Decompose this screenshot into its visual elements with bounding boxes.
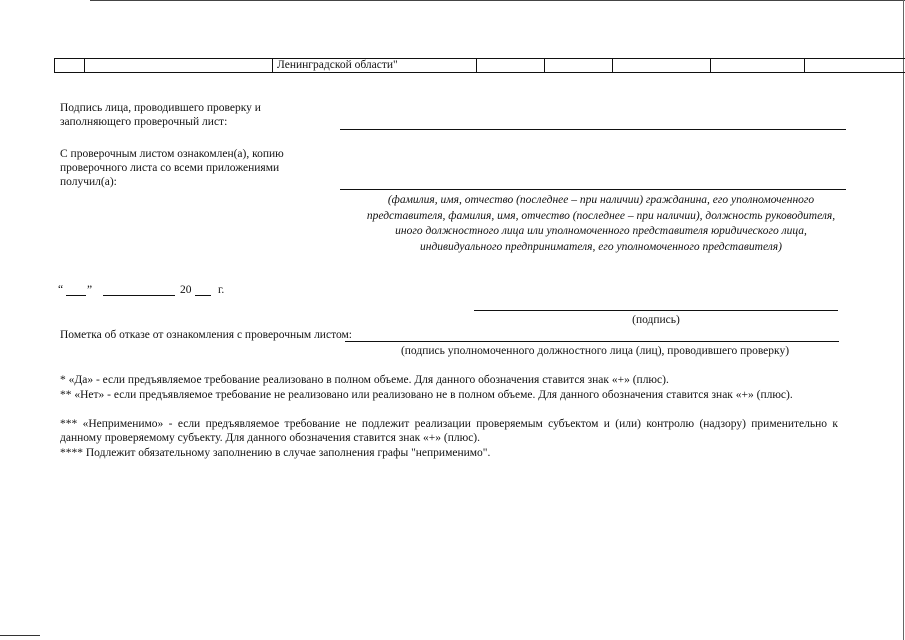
signature-caption: (подпись) bbox=[632, 314, 680, 326]
scan-edge-top bbox=[90, 0, 905, 1]
table-cell bbox=[711, 59, 805, 73]
table-cell bbox=[613, 59, 711, 73]
date-close-quote: ” bbox=[87, 284, 93, 296]
acquainted-name-line bbox=[340, 189, 846, 190]
footnote-no: ** «Нет» - если предъявляемое требование не реализовано или реализовано не в полном объеме. Для данного обозначения ставится знак «+» (плюс). bbox=[60, 389, 793, 401]
date-year-suffix: г. bbox=[218, 284, 225, 296]
refusal-line bbox=[345, 341, 839, 342]
inspector-signature-label: Подпись лица, проводившего проверку и заполняющего проверочный лист: bbox=[60, 102, 261, 128]
inspector-signature-line bbox=[340, 129, 846, 130]
table-cell: Ленинградской области" bbox=[273, 59, 477, 73]
acquainted-name-caption: (фамилия, имя, отчество (последнее – при наличии) гражданина, его уполномоченного представителя, фамилия, имя, отчество (последнее – при наличии), должность руководителя, иного должностного лица или уполномоченного представителя юридического лица, индивидуального предпринимателя, его уполномоченного представителя) bbox=[366, 194, 836, 253]
table-cell bbox=[55, 59, 85, 73]
date-year-line bbox=[195, 295, 211, 296]
footnote-not-applicable: *** «Неприменимо» - если предъявляемое требование не подлежит реализации проверяемым субъектом и (или) контролю (надзору) применительно к данному проверяемому субъекту. Для данного обозначения ставится знак «+» (плюс). bbox=[60, 418, 838, 444]
date-year-prefix: 20 bbox=[180, 284, 192, 296]
footnote-mandatory: **** Подлежит обязательному заполнению в случае заполнения графы "неприменимо". bbox=[60, 447, 491, 459]
signature-line bbox=[474, 310, 838, 311]
refusal-caption: (подпись уполномоченного должностного лица (лиц), проводившего проверку) bbox=[400, 345, 790, 357]
table-cell bbox=[545, 59, 613, 73]
footnote-yes: * «Да» - если предъявляемое требование реализовано в полном объеме. Для данного обозначения ставится знак «+» (плюс). bbox=[60, 374, 669, 386]
table-row bbox=[55, 59, 905, 73]
table-cell bbox=[477, 59, 545, 73]
checklist-table-row bbox=[54, 58, 905, 73]
acquainted-label: С проверочным листом ознакомлен(а), копию проверочного листа со всеми приложениями получил(а): bbox=[60, 148, 284, 188]
refusal-label: Пометка об отказе от ознакомления с проверочным листом: bbox=[60, 329, 352, 341]
date-month-line bbox=[103, 295, 175, 296]
table-cell bbox=[805, 59, 905, 73]
scan-edge-bottom bbox=[0, 635, 40, 636]
date-day-line bbox=[66, 295, 86, 296]
scan-edge-right bbox=[903, 0, 904, 640]
table-cell bbox=[85, 59, 273, 73]
date-open-quote: “ bbox=[58, 284, 64, 296]
